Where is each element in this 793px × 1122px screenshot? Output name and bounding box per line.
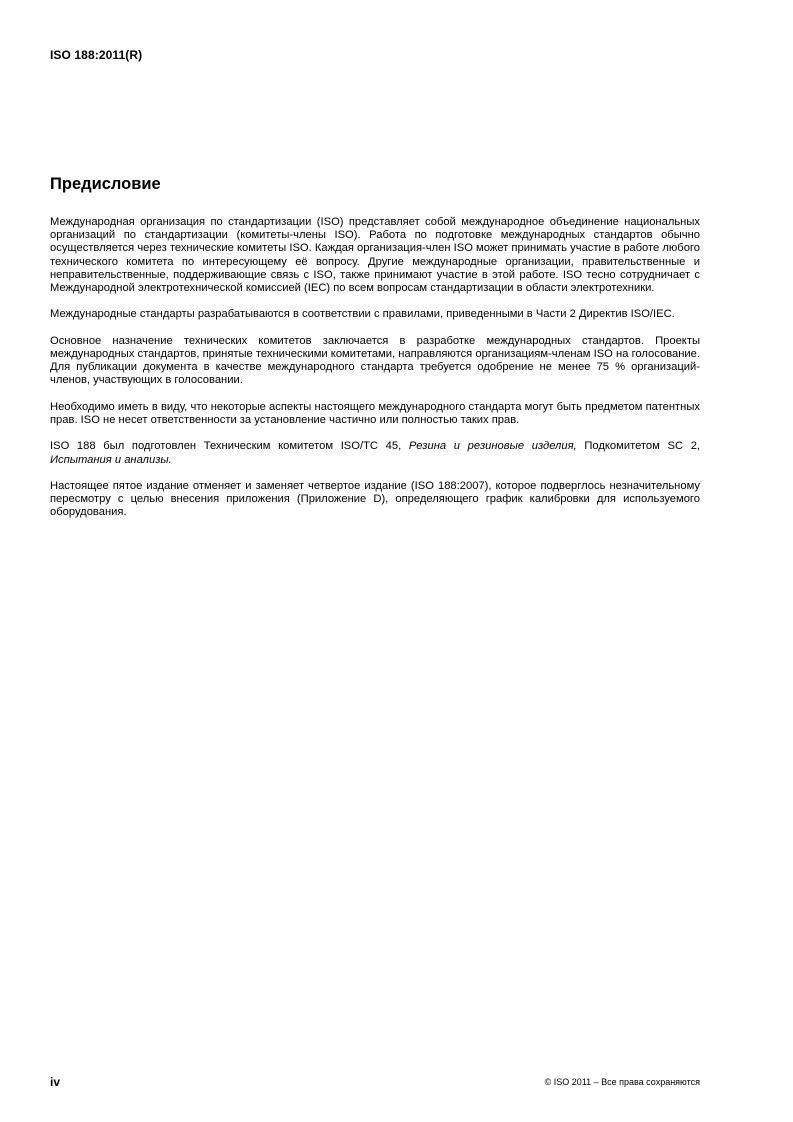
foreword-paragraph-4: Необходимо иметь в виду, что некоторые аспекты настоящего международного стандарта могут быть предметом патентных прав. ISO не несет ответственности за установление частично или полностью таких прав. bbox=[50, 400, 700, 426]
page-title: Предисловие bbox=[50, 175, 161, 193]
foreword-body bbox=[50, 216, 700, 533]
committee-title: Резина и резиновые изделия, bbox=[408, 440, 577, 453]
foreword-paragraph-3: Основное назначение технических комитетов заключается в разработке международных стандартов. Проекты международных стандартов, принятые техническими комитетами, направляются организациям-членам ISO на голосование. Для публикации документа в качестве международного стандарта требуется одобрение не менее 75 % организаций-членов, участвующих в голосовании. bbox=[50, 334, 700, 387]
page-number: iv bbox=[50, 1075, 61, 1089]
foreword-paragraph-2: Международные стандарты разрабатываются в соответствии с правилами, приведенными в Части 2 Директив ISO/IEC. bbox=[50, 308, 675, 321]
document-id: ISO 188:2011(R) bbox=[50, 48, 143, 62]
subcommittee-title: Испытания и анализы. bbox=[50, 453, 172, 466]
subcommittee-text: Подкомитетом SC 2, bbox=[584, 440, 701, 453]
committee-text: ISO 188 был подготовлен Техническим комитетом ISO/TC 45, bbox=[50, 440, 402, 453]
foreword-paragraph-1: Международная организация по стандартизации (ISO) представляет собой международное объединение национальных организаций по стандартизации (комитеты-члены ISO). Работа по подготовке международных стандартов обычно осуществляется через технические комитеты ISO. Каждая организация-член ISO может принимать участие в работе любого технического комитета по интересующему её вопросу. Другие международные организации, правительственные и неправительственные, поддерживающие связь с ISO, также принимают участие в этой работе. ISO тесно сотрудничает с Международной электротехнической комиссией (IEC) по всем вопросам стандартизации в области электротехники. bbox=[50, 216, 700, 295]
copyright-notice: © ISO 2011 – Все права сохраняются bbox=[544, 1077, 700, 1087]
foreword-paragraph-6: Настоящее пятое издание отменяет и заменяет четвертое издание (ISO 188:2007), которое подверглось незначительному пересмотру с целью внесения приложения (Приложение D), определяющего график калибровки для используемого оборудования. bbox=[50, 479, 700, 519]
foreword-paragraph-5 bbox=[50, 440, 700, 466]
